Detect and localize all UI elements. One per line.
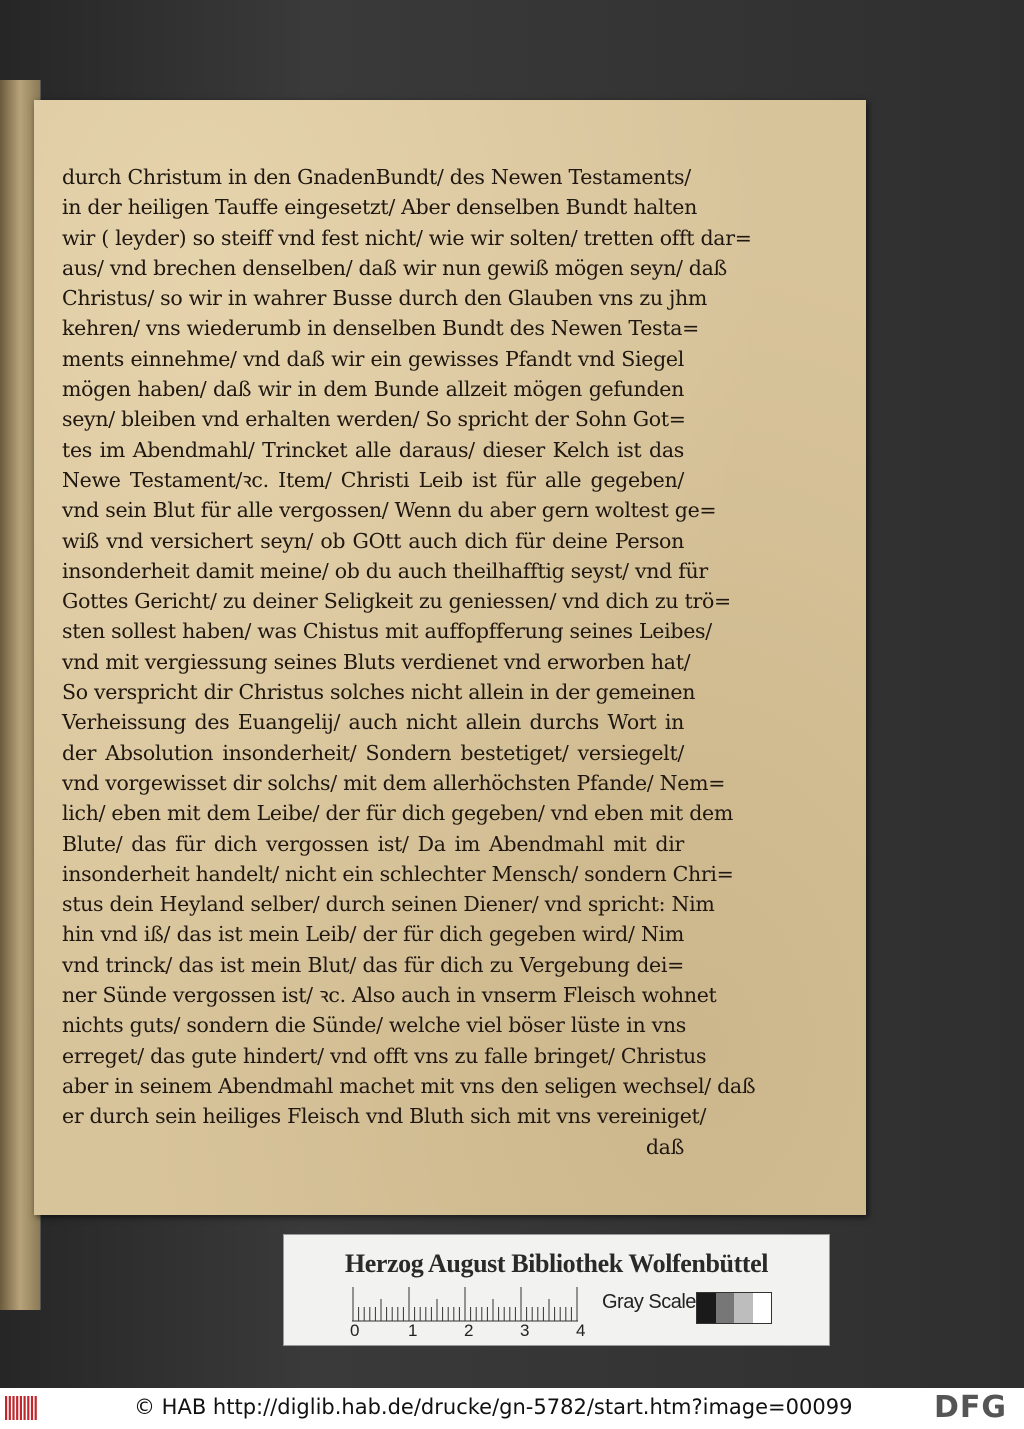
footer-bar — [0, 1388, 1024, 1429]
text-line: Blute/ das für dich vergossen ist/ Da im Abendmahl mit dir — [62, 831, 684, 856]
text-line: durch Christum in den GnadenBundt/ des Newen Testaments/ — [62, 165, 691, 189]
logo-bar — [12, 1396, 14, 1420]
footer-copyright-url: © HAB http://diglib.hab.de/drucke/gn-5782/start.htm?image=00099 — [134, 1395, 853, 1419]
ruler-number: 2 — [464, 1321, 474, 1340]
text-line: wir ( leyder) so steiff vnd fest nicht/ wie wir solten/ tretten offt dar= — [62, 225, 752, 250]
text-line: vnd sein Blut für alle vergossen/ Wenn du aber gern woltest ge= — [62, 498, 717, 523]
text-line: lich/ eben mit dem Leibe/ der für dich gegeben/ vnd eben mit dem — [62, 801, 733, 826]
logo-bar — [24, 1396, 26, 1420]
swatch-black — [697, 1293, 716, 1323]
text-line: seyn/ bleiben vnd erhalten werden/ So spricht der Sohn Got= — [62, 407, 686, 432]
text-line: erreget/ das gute hindert/ vnd offt vns zu falle bringet/ Christus — [62, 1043, 707, 1068]
text-line: hin vnd iß/ das ist mein Leib/ der für dich gegeben wird/ Nim — [62, 922, 684, 947]
text-line: aber in seinem Abendmahl machet mit vns den seligen wechsel/ daß — [62, 1073, 756, 1098]
text-line: insonderheit handelt/ nicht ein schlechter Mensch/ sondern Chri= — [62, 861, 734, 886]
text-line: So verspricht dir Christus solches nicht allein in der gemeinen — [62, 680, 696, 705]
library-name: Herzog August Bibliothek Wolfenbüttel — [344, 1249, 769, 1278]
text-line: ner Sünde vergossen ist/ ꝛc. Also auch in vnserm Fleisch wohnet — [62, 983, 717, 1008]
text-line: aus/ vnd brechen denselben/ daß wir nun gewiß mögen seyn/ daß — [62, 255, 727, 280]
page-text — [62, 162, 756, 1162]
ruler-number: 4 — [576, 1321, 586, 1340]
text-line: vnd trinck/ das ist mein Blut/ das für dich zu Vergebung dei= — [62, 952, 684, 977]
catchword: daß — [645, 1134, 684, 1159]
swatch-white — [753, 1293, 772, 1323]
text-line: stus dein Heyland selber/ durch seinen Diener/ vnd spricht: Nim — [62, 892, 715, 917]
text-line: er durch sein heiliges Fleisch vnd Bluth sich mit vns vereiniget/ — [62, 1104, 707, 1129]
text-line: insonderheit damit meine/ ob du auch theilhafftig seyst/ vnd für — [62, 558, 708, 583]
ruler-numbers — [350, 1321, 590, 1341]
text-line: kehren/ vns wiederumb in denselben Bundt des Newen Testa= — [62, 316, 699, 341]
measurement-ruler — [352, 1285, 578, 1321]
ruler-number: 1 — [408, 1321, 418, 1340]
dfg-logo: DFG — [934, 1390, 1008, 1425]
text-line: in der heiligen Tauffe eingesetzt/ Aber denselben Bundt halten — [62, 195, 697, 220]
logo-bar — [35, 1396, 37, 1420]
library-color-label — [283, 1234, 830, 1346]
text-line: vnd vorgewisset dir solchs/ mit dem allerhöchsten Pfande/ Nem= — [62, 770, 726, 795]
logo-bar — [31, 1396, 33, 1420]
text-line: tes im Abendmahl/ Trincket alle daraus/ dieser Kelch ist das — [62, 437, 684, 462]
logo-bar — [27, 1396, 29, 1420]
gray-scale-swatch — [696, 1292, 772, 1324]
text-line: Christus/ so wir in wahrer Busse durch den Glauben vns zu jhm — [62, 286, 708, 311]
text-line: vnd mit vergiessung seines Bluts verdienet vnd erworben hat/ — [62, 649, 691, 674]
hab-barcode-logo-icon — [4, 1394, 38, 1422]
text-line: Gottes Gericht/ zu deiner Seligkeit zu geniessen/ vnd dich zu trö= — [62, 589, 731, 614]
logo-bar — [9, 1396, 11, 1420]
text-line: wiß vnd versichert seyn/ ob GOtt auch dich für deine Person — [62, 528, 684, 553]
document-page — [34, 100, 866, 1215]
ruler-number: 3 — [520, 1321, 530, 1340]
text-line: mögen haben/ daß wir in dem Bunde allzeit mögen gefunden — [62, 377, 684, 402]
text-line: der Absolution insonderheit/ Sondern bestetiget/ versiegelt/ — [62, 740, 684, 765]
text-line: sten sollest haben/ was Chistus mit auffopfferung seines Leibes/ — [62, 619, 712, 644]
text-line: nichts guts/ sondern die Sünde/ welche viel böser lüste in vns — [62, 1013, 687, 1038]
text-line: Newe Testament/ꝛc. Item/ Christi Leib ist für alle gegeben/ — [62, 467, 684, 492]
swatch-dark-gray — [716, 1293, 735, 1323]
ruler-number: 0 — [350, 1321, 360, 1340]
text-line: ments einnehme/ vnd daß wir ein gewisses Pfandt vnd Siegel — [62, 346, 684, 371]
logo-bar — [16, 1396, 18, 1420]
text-line: Verheissung des Euangelij/ auch nicht allein durchs Wort in — [62, 710, 684, 735]
swatch-light-gray — [734, 1293, 753, 1323]
gray-scale-label: Gray Scale — [602, 1291, 696, 1313]
logo-bar — [5, 1396, 7, 1420]
logo-bar — [20, 1396, 22, 1420]
